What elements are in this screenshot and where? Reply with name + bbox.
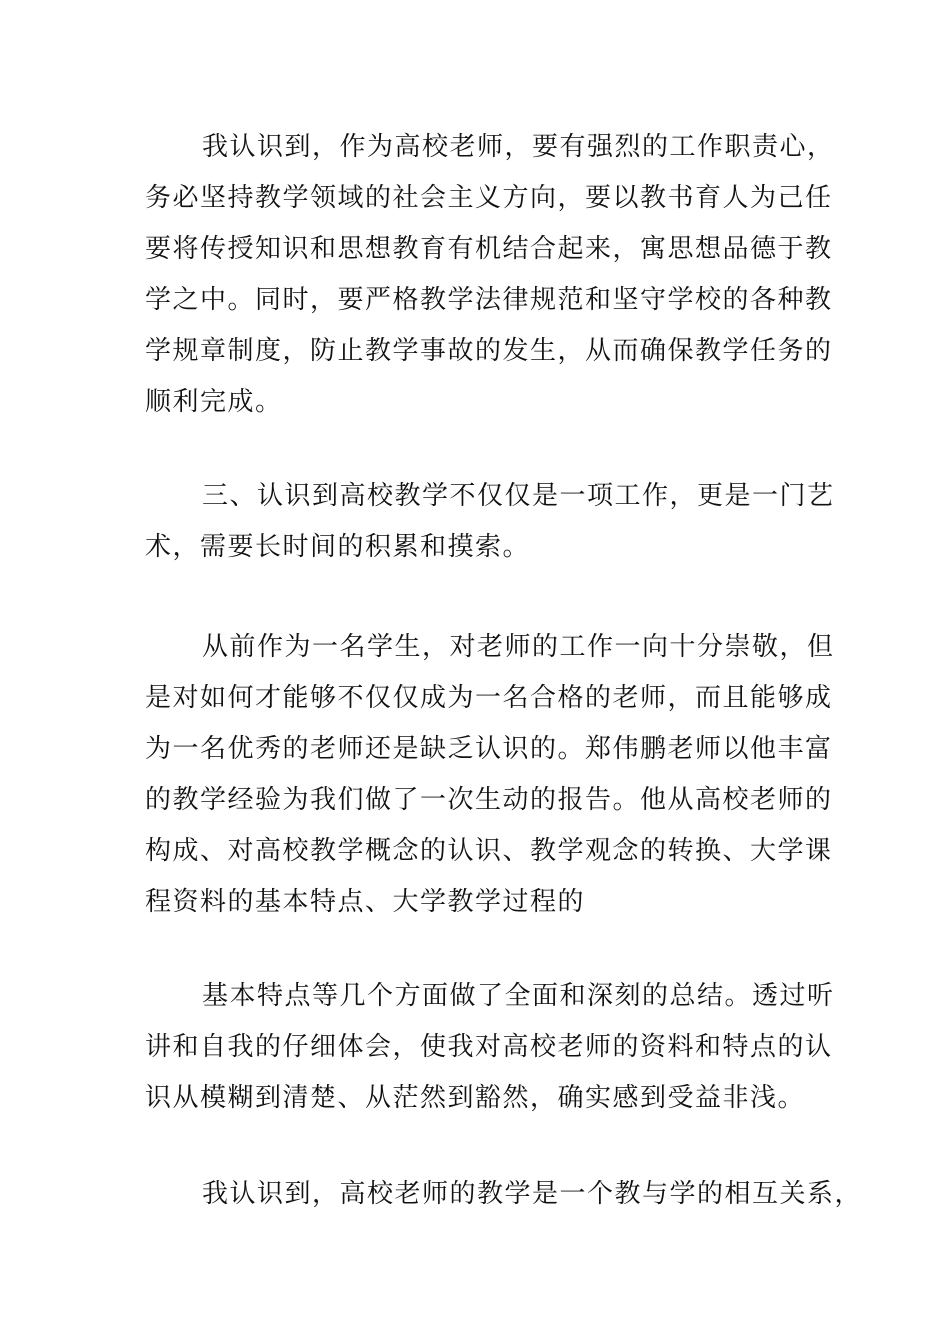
text-line: 学规章制度，防止教学事故的发生，从而确保教学任务的	[145, 336, 833, 366]
text-line: 的教学经验为我们做了一次生动的报告。他从高校老师的	[145, 785, 833, 815]
text-line: 术，需要长时间的积累和摸索。	[145, 532, 531, 562]
text-line: 讲和自我的仔细体会，使我对高校老师的资料和特点的认	[145, 1032, 833, 1062]
text-line: 三、认识到高校教学不仅仅是一项工作，更是一门艺	[202, 481, 835, 511]
paragraph-3	[145, 622, 835, 928]
paragraph-1	[145, 122, 835, 428]
text-line: 构成、对高校教学概念的认识、教学观念的转换、大学课	[145, 836, 833, 866]
text-line: 顺利完成。	[145, 387, 283, 417]
paragraph-2-heading	[145, 471, 835, 573]
text-line: 要将传授知识和思想教育有机结合起来，寓思想品德于教	[145, 234, 833, 264]
text-line: 识从模糊到清楚、从茫然到豁然，确实感到受益非浅。	[145, 1083, 806, 1113]
paragraph-5	[145, 1169, 863, 1220]
text-line: 为一名优秀的老师还是缺乏认识的。郑伟鹏老师以他丰富	[145, 734, 833, 764]
text-line: 基本特点等几个方面做了全面和深刻的总结。透过听	[202, 981, 835, 1011]
text-line: 务必坚持教学领域的社会主义方向，要以教书育人为己任	[145, 183, 833, 213]
text-line: 学之中。同时，要严格教学法律规范和坚守学校的各种教	[145, 285, 833, 315]
text-line: 我认识到，作为高校老师，要有强烈的工作职责心，	[202, 132, 835, 162]
text-line: 是对如何才能够不仅仅成为一名合格的老师，而且能够成	[145, 683, 833, 713]
text-line: 从前作为一名学生，对老师的工作一向十分崇敬，但	[202, 632, 835, 662]
paragraph-4	[145, 971, 835, 1124]
text-line: 我认识到，高校老师的教学是一个教与学的相互关系，	[202, 1179, 863, 1209]
text-line: 程资料的基本特点、大学教学过程的	[145, 887, 586, 917]
